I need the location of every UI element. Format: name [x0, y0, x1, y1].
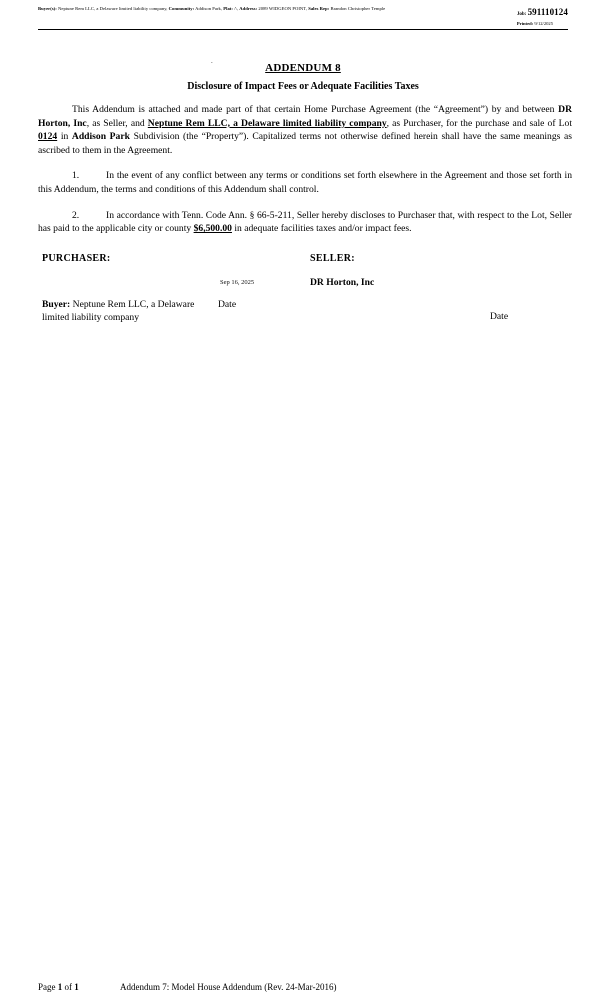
footer-page-prefix: Page [38, 982, 58, 992]
intro-lot-number: 0124 [38, 131, 58, 143]
document-body [38, 103, 572, 248]
seller-entity-name: DR Horton, Inc [310, 277, 375, 288]
seller-date-label: Date [490, 311, 509, 322]
intro-purchaser-name: Neptune Rem LLC, a Delaware limited liability company [147, 117, 387, 129]
footer-page-of: of [62, 982, 75, 992]
buyer-name: Neptune Rem LLC, a Delaware limited liability company [42, 299, 195, 323]
footer-page-total: 1 [74, 982, 79, 992]
item-1-number: 1. [72, 170, 80, 182]
header-community-label: Community: [168, 6, 195, 11]
header-community-value: Addison Park, [195, 6, 223, 11]
buyer-label: Buyer: [42, 299, 71, 310]
intro-seller-name: DR Horton, Inc [38, 104, 572, 129]
header-job-info [511, 6, 568, 27]
paragraph-item-1 [38, 169, 572, 196]
page-subtitle: Disclosure of Impact Fees or Adequate Facilities Taxes [187, 81, 419, 92]
item-2-text-after: in adequate facilities taxes and/or impact fees. [231, 223, 412, 235]
intro-text-after: Subdivision (the “Property”). Capitalized terms not otherwise defined herein shall have the same meanings as ascribed to them in the Agreement. [38, 131, 573, 156]
header-job-number: 591110124 [527, 7, 568, 17]
intro-text-before: This Addendum is attached and made part of that certain Home Purchase Agreement (the “Agreement”) by and between [72, 104, 559, 115]
header-job-line [517, 6, 568, 20]
signature-date-stamp: Sep 16, 2025 [220, 279, 255, 286]
header-address-label: Address: [239, 6, 258, 11]
header-buyer-label: Buyer(s): [38, 6, 57, 11]
intro-subdivision: Addison Park [71, 131, 130, 143]
paragraph-intro [38, 103, 572, 157]
header-printed-line [517, 21, 568, 28]
header-address-value: 2089 WIDGEON POINT, [258, 6, 308, 11]
footer-page-number [38, 982, 79, 992]
item-1-text: In the event of any conflict between any terms or conditions set forth elsewhere in the Agreement and those set forth in this Addendum, the terms and conditions of this Addendum shall control. [38, 170, 572, 196]
item-2-amount: $6,500.00 [193, 223, 232, 235]
header-salesrep-value: Brandon Christopher Temple [330, 6, 386, 11]
header-printed-date: 9/12/2025 [534, 20, 554, 26]
page-title: ADDENDUM 8 [265, 62, 341, 74]
purchaser-heading: PURCHASER: [42, 253, 111, 264]
item-2-text-before: In accordance with Tenn. Code Ann. § 66-5-211, Seller hereby discloses to Purchaser that, with respect to the Lot, Seller has paid to the applicable city or county [38, 209, 572, 235]
paragraph-item-2 [38, 209, 572, 236]
header-printed-label: Printed: [516, 20, 534, 26]
footer-document-reference: Addendum 7: Model House Addendum (Rev. 24-Mar-2016) [120, 982, 337, 992]
document-header [38, 6, 568, 30]
intro-text-mid3: in [57, 131, 72, 143]
footer-page-current: 1 [57, 982, 63, 992]
intro-text-mid2: , as Purchaser, for the purchase and sale of Lot [386, 117, 572, 129]
header-salesrep-label: Sales Rep: [308, 6, 330, 11]
header-plat-value: /\, [234, 6, 239, 11]
header-job-label: Job: [516, 12, 527, 17]
item-2-number: 2. [72, 209, 80, 221]
buyer-date-label: Date [218, 299, 237, 310]
buyer-signature-line [42, 299, 217, 325]
seller-heading: SELLER: [310, 253, 355, 264]
header-plat-label: Plat: [223, 6, 233, 11]
header-buyer-value: Neptune Rem LLC, a Delaware limited liability company, [58, 6, 168, 11]
header-party-info [38, 6, 458, 13]
intro-text-mid1: , as Seller, and [86, 117, 148, 129]
title-dot-mark: . [211, 57, 213, 65]
